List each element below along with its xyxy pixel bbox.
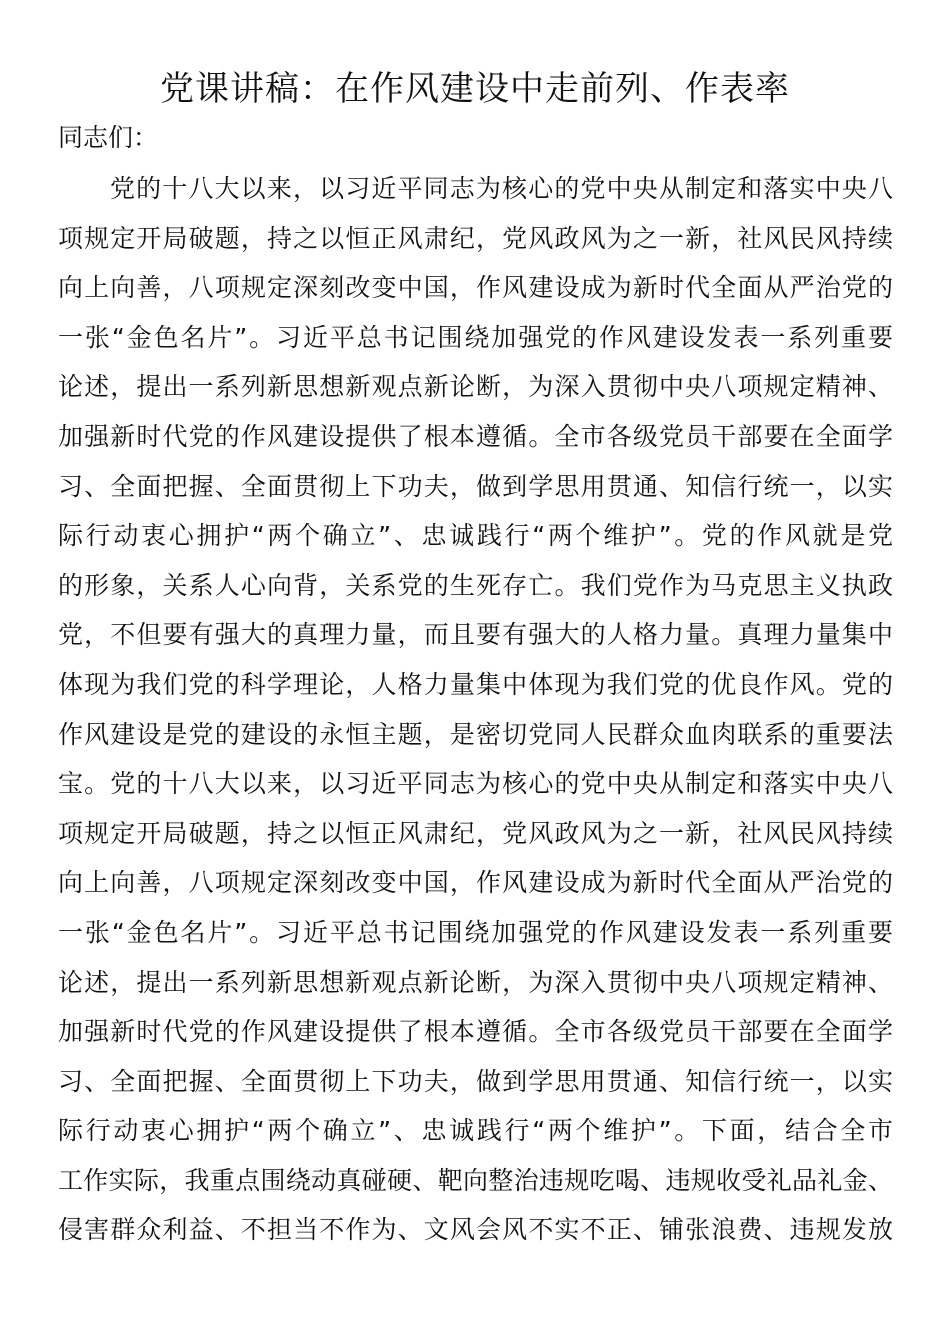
document-title: 党课讲稿：在作风建设中走前列、作表率 [160,69,790,109]
salutation: 同志们： [58,123,159,152]
paragraph-line: 加强新时代党的作风建设提供了根本遵循。全市各级党员干部要在全面学 [58,421,893,451]
paragraph-line: 宝。党的十八大以来，以习近平同志为核心的党中央从制定和落实中央八 [58,769,893,799]
paragraph-line: 向上向善，八项规定深刻改变中国，作风建设成为新时代全面从严治党的 [58,868,893,898]
paragraph-line: 项规定开局破题，持之以恒正风肃纪，党风政风为之一新，社风民风持续 [58,223,893,253]
paragraph-line: 作风建设是党的建设的永恒主题，是密切党同人民群众血肉联系的重要法 [58,719,893,749]
paragraph-line: 习、全面把握、全面贯彻上下功夫，做到学思用贯通、知信行统一，以实 [58,471,893,501]
paragraph-line: 体现为我们党的科学理论，人格力量集中体现为我们党的优良作风。党的 [58,669,893,699]
paragraph-line: 加强新时代党的作风建设提供了根本遵循。全市各级党员干部要在全面学 [58,1017,893,1047]
paragraph-line: 项规定开局破题，持之以恒正风肃纪，党风政风为之一新，社风民风持续 [58,818,893,848]
paragraph-line: 论述，提出一系列新思想新观点新论断，为深入贯彻中央八项规定精神、 [58,967,893,997]
paragraph-line: 侵害群众利益、不担当不作为、文风会风不实不正、铺张浪费、违规发放 [58,1215,893,1245]
paragraph-line: 习、全面把握、全面贯彻上下功夫，做到学思用贯通、知信行统一，以实 [58,1066,893,1096]
paragraph-line: 一张“金色名片”。习近平总书记围绕加强党的作风建设发表一系列重要 [58,322,893,352]
paragraph-line: 论述，提出一系列新思想新观点新论断，为深入贯彻中央八项规定精神、 [58,372,893,402]
body-paragraph [58,164,893,1255]
paragraph-line: 际行动衷心拥护“两个确立”、忠诚践行“两个维护”。下面，结合全市 [58,1116,893,1146]
paragraph-line: 向上向善，八项规定深刻改变中国，作风建设成为新时代全面从严治党的 [58,273,893,303]
paragraph-line: 际行动衷心拥护“两个确立”、忠诚践行“两个维护”。党的作风就是党 [58,521,893,551]
paragraph-line: 一张“金色名片”。习近平总书记围绕加强党的作风建设发表一系列重要 [58,917,893,947]
paragraph-line: 党，不但要有强大的真理力量，而且要有强大的人格力量。真理力量集中 [58,620,893,650]
paragraph-line: 党的十八大以来，以习近平同志为核心的党中央从制定和落实中央八 [110,174,893,203]
paragraph-line: 的形象，关系人心向背，关系党的生死存亡。我们党作为马克思主义执政 [58,570,893,600]
paragraph-line: 工作实际，我重点围绕动真碰硬、靶向整治违规吃喝、违规收受礼品礼金、 [58,1165,893,1195]
